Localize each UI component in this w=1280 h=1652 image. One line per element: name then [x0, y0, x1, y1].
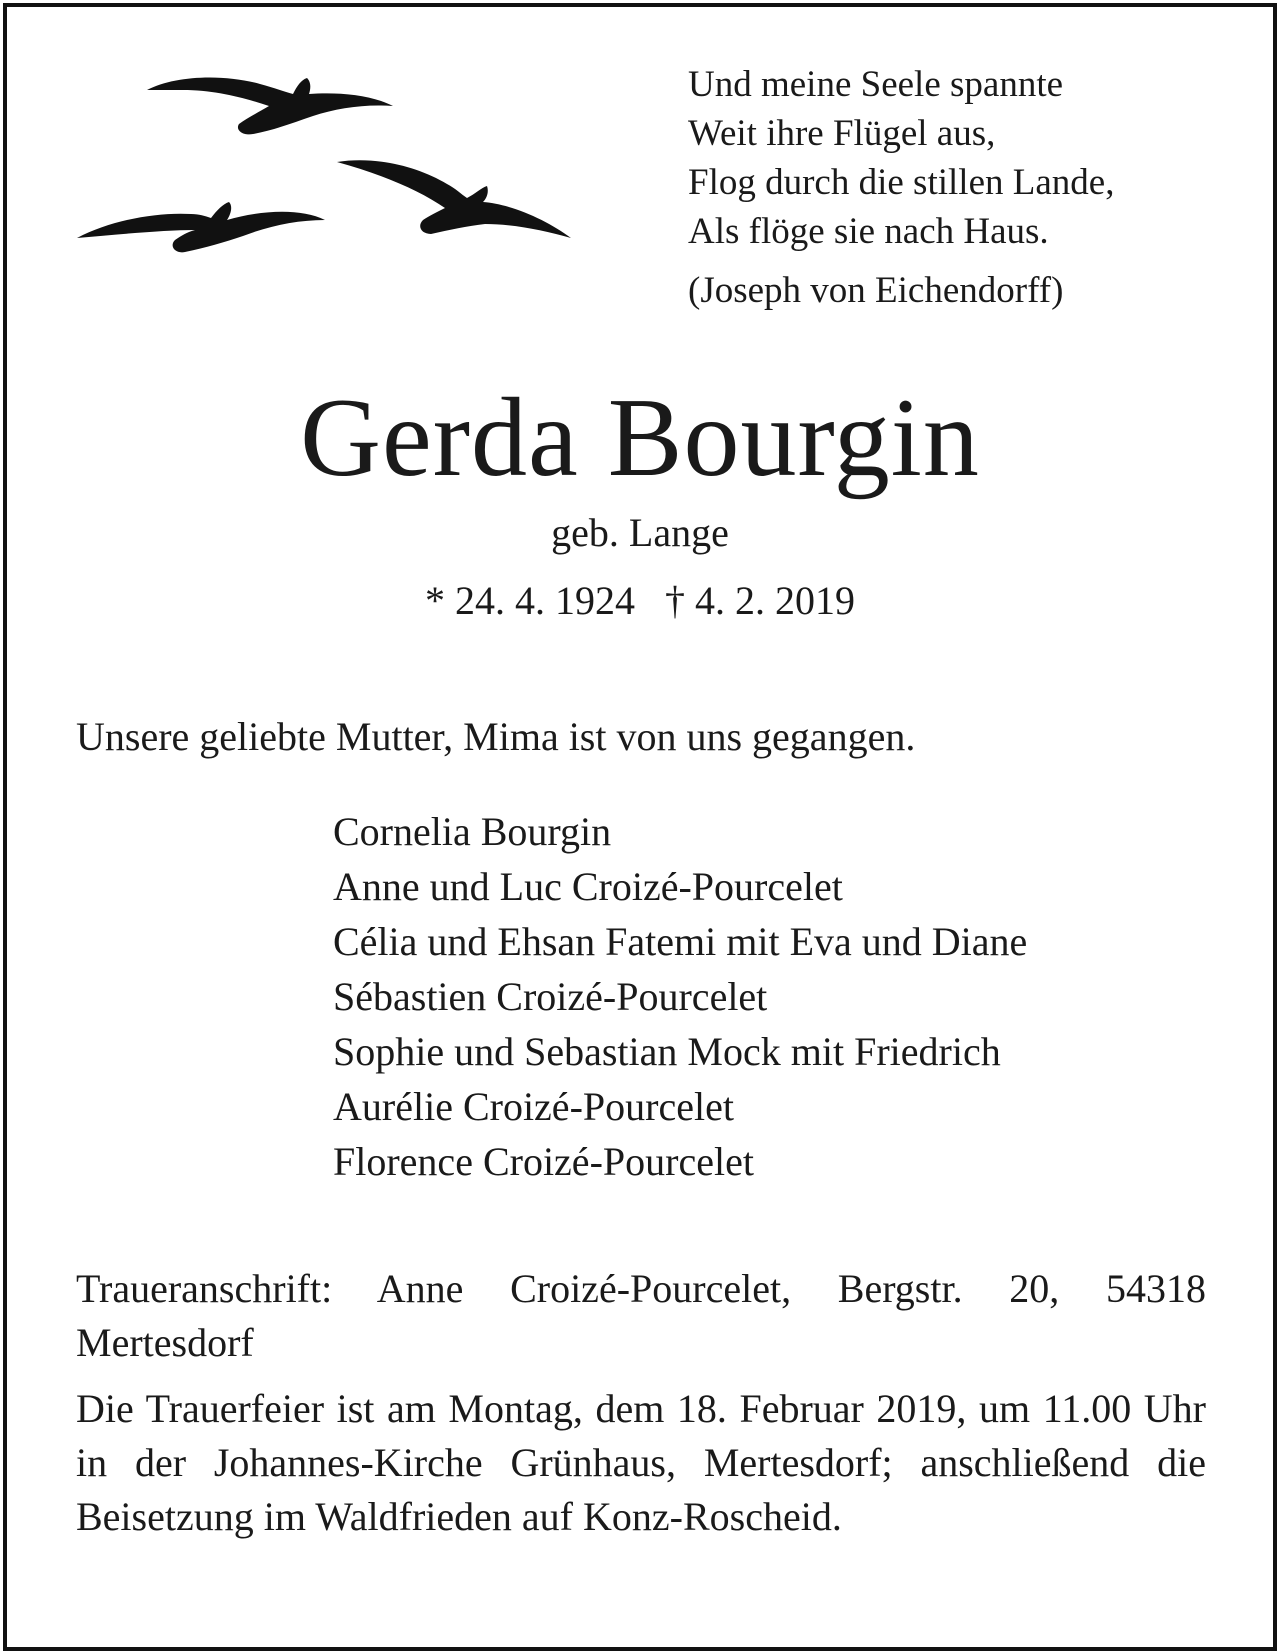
poem-line: Und meine Seele spannte [688, 64, 1064, 105]
ceremony-info: Die Trauerfeier ist am Montag, dem 18. Februar 2019, um 11.00 Uhr in der Johannes-Kirche Grünhaus, Mertesdorf; anschließend die Beisetzung im Waldfrieden auf Konz-Roscheid. [76, 1386, 1206, 1539]
family-list [333, 804, 1027, 1189]
mourning-address: Traueranschrift: Anne Croizé-Pourcelet, Bergstr. 20, 54318 Mertesdorf [76, 1266, 1206, 1365]
family-member: Aurélie Croizé-Pourcelet [333, 1084, 734, 1129]
family-member: Anne und Luc Croizé-Pourcelet [333, 864, 843, 909]
family-member: Cornelia Bourgin [333, 809, 612, 854]
poem-line: Weit ihre Flügel aus, [688, 113, 996, 154]
bird-icon [147, 77, 393, 134]
bird-icon [77, 202, 325, 252]
poem-line: Als flöge sie nach Haus. [688, 211, 1049, 252]
family-member: Célia und Ehsan Fatemi mit Eva und Diane [333, 919, 1028, 964]
deceased-name: Gerda Bourgin [300, 376, 980, 500]
family-member: Florence Croizé-Pourcelet [333, 1139, 754, 1184]
poem [688, 60, 1114, 315]
poem-line: Flog durch die stillen Lande, [688, 162, 1115, 203]
family-member: Sophie und Sebastian Mock mit Friedrich [333, 1029, 1001, 1074]
birds-icon [75, 70, 615, 280]
statement: Unsere geliebte Mutter, Mima ist von uns gegangen. [76, 714, 916, 759]
family-member: Sébastien Croizé-Pourcelet [333, 974, 768, 1019]
poem-author: (Joseph von Eichendorff) [688, 270, 1064, 311]
maiden-name: geb. Lange [551, 510, 729, 555]
life-dates: * 24. 4. 1924 † 4. 2. 2019 [425, 578, 855, 623]
bird-icon [337, 160, 571, 238]
